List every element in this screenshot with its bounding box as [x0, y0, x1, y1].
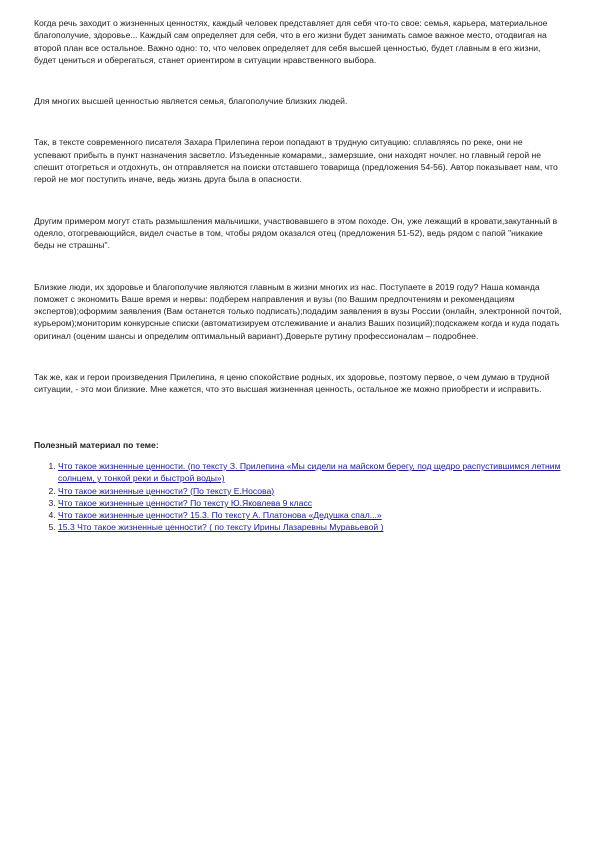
list-item: [58, 497, 562, 509]
paragraph-family: Для многих высшей ценностью является семья, благополучие близких людей.: [34, 96, 348, 107]
list-item: [58, 521, 562, 533]
paragraph-conclusion-ad: Близкие люди, их здоровье и благополучие являются главным в жизни многих из нас. Поступаете в 2019 году? Наша команда поможет с экономить Ваше время и нервы: подберем направления и вузы (по Вашим предпочтениям и рекомендациям экспертов);оформим заявления (Вам останется только подписать);подадим заявления в вузы России (онлайн, электронной почтой, курьером);мониторим конкурсные списки (автоматизируем отслеживание и анализ Ваших позиций);подскажем когда и куда подать оригинал (оценим шансы и определим оптимальный вариант).Доверьте рутину профессионалам – подробнее.: [34, 281, 562, 341]
list-item: [58, 509, 562, 521]
related-link-2[interactable]: Что такое жизненные ценности? (По тексту Е.Носова): [58, 485, 275, 496]
related-link-4[interactable]: Что такое жизненные ценности? 15.3. По тексту А. Платонова «Дедушка спал...»: [58, 510, 382, 521]
related-link-5[interactable]: 15.3 Что такое жизненные ценности? ( по тексту Ирины Лазаревны Муравьевой ): [58, 522, 384, 533]
paragraph-final: Так же, как и герои произведения Прилепина, я ценю спокойствие родных, их здоровье, поэтому первое, о чем думаю в трудной ситуации, - это мои близкие. Мне кажется, что это высшая жизненная ценность, остальное же можно приобрести и исправить.: [34, 372, 550, 395]
list-item: [58, 485, 562, 497]
list-item: [58, 460, 562, 485]
document-page: [34, 17, 562, 534]
paragraph-intro: Когда речь заходит о жизненных ценностях, каждый человек представляет для себя что-то свое: семья, карьера, материальное благополучие, здоровье... Каждый сам определяет для себя, что в его жизни будет занимать самое важное место, отодвигая на второй план все остальное. Важно одно: то, что человек определяет для себя высшей ценностью, будет главным в его жизни, будет цениться и оберегаться, станет ориентиром в ситуации нравственного выбора.: [34, 18, 548, 65]
related-link-1[interactable]: Что такое жизненные ценности. (по тексту З. Прилепина «Мы сидели на майском берегу, под щедро распустившимся летним солнцем, у тонкой реки и быстрой воды»): [58, 460, 561, 484]
related-link-3[interactable]: Что такое жизненные ценности? По тексту Ю.Яковлева 9 класс: [58, 497, 313, 508]
paragraph-argument-1: Так, в тексте современного писателя Захара Прилепина герои попадают в трудную ситуацию: сплавляясь по реке, они не успевают прибыть в пункт назначения засветло. Изъеденные комарами,, замерзшие, они находят ночлег. но главный герой не спешит отогреться и отдохнуть, он отправляется на поиски отставшего товарища (предложения 54-56). Автор показывает нам, что герой не мог поступить иначе, ведь жизнь друга была в опасности.: [34, 137, 558, 185]
paragraph-argument-2: Другим примером могут стать размышления мальчишки, участвовавшего в этом походе. Он, уже лежащий в кровати,закутанный в одеяло, отогревающийся, видел счастье в том, чтобы рядом оказался отец (предложения 51-52), ведь рядом с папой "никакие беды не страшны".: [34, 215, 558, 251]
related-heading: Полезный материал по теме:: [34, 439, 159, 450]
related-list: [34, 460, 562, 534]
